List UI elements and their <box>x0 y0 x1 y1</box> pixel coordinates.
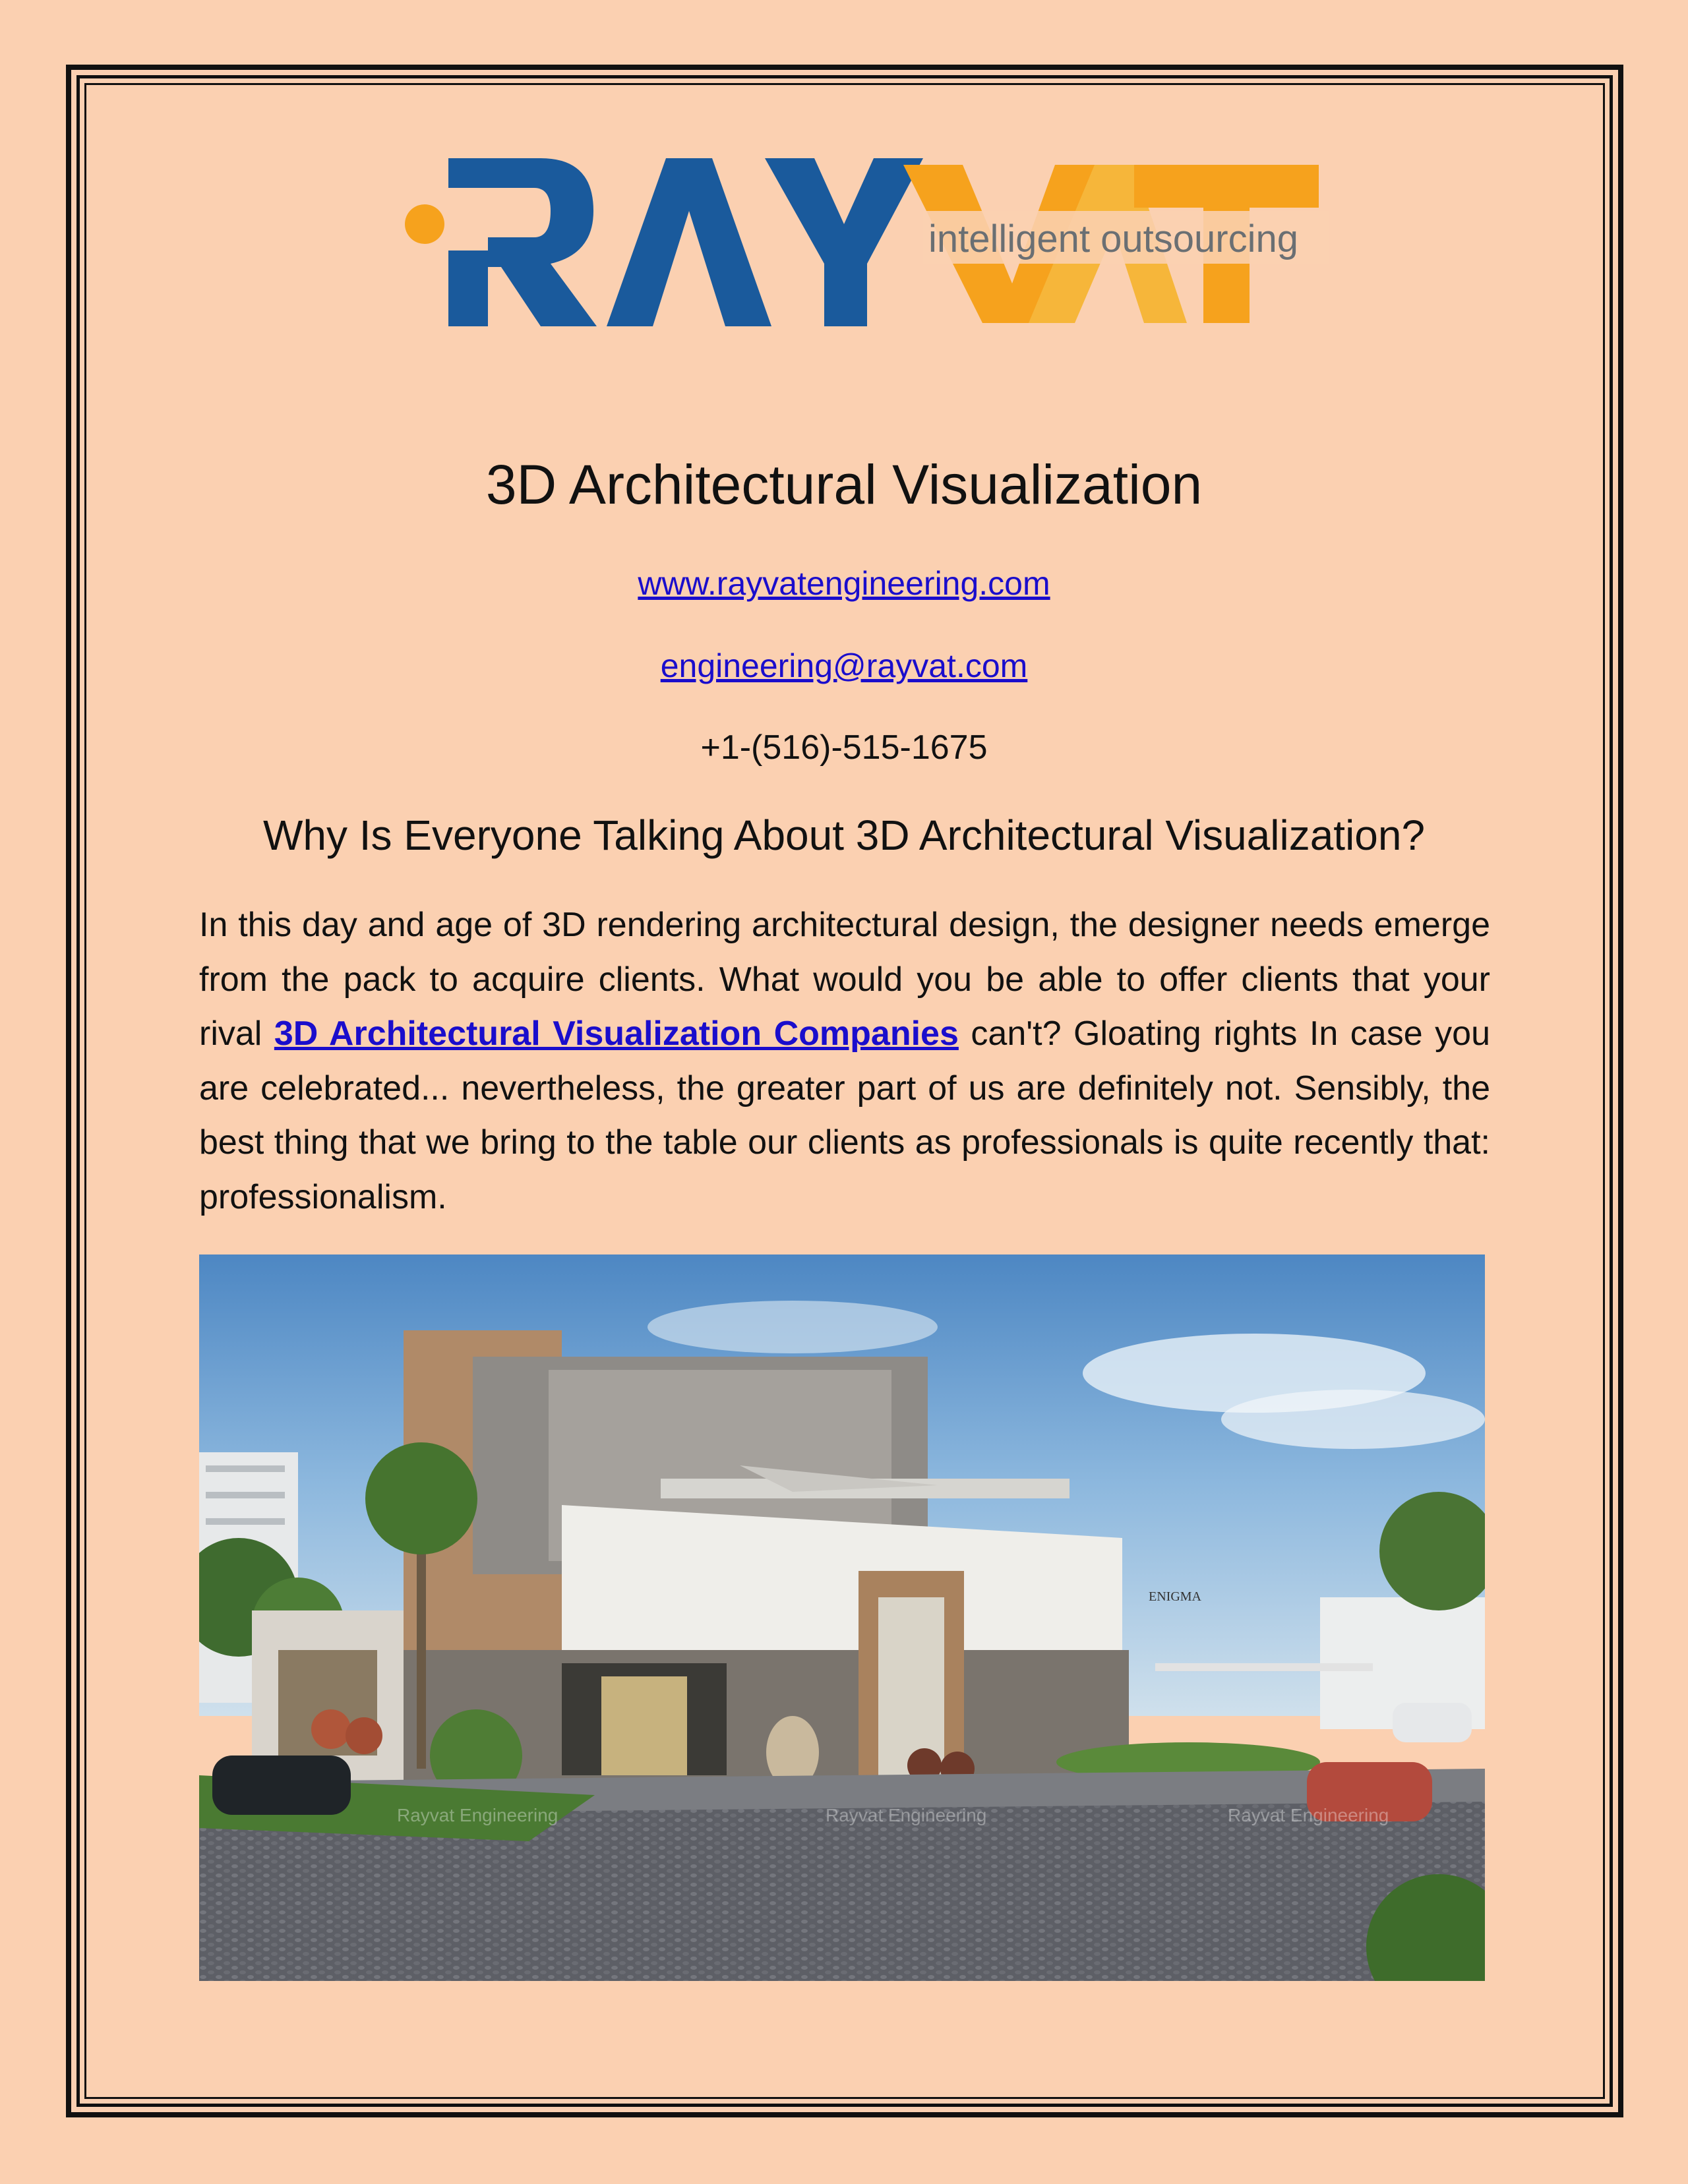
email-link[interactable]: engineering@rayvat.com <box>660 647 1028 684</box>
paragraph-text-start: In this day and age of 3D rendering architectural design, the designer needs emerge from the pack to acquire clients. What would you be able to offer clients that your rival <box>199 906 1490 1053</box>
companies-link[interactable]: 3D Architectural Visualization Companies <box>274 1015 959 1053</box>
email-line <box>0 643 1688 689</box>
logo-letter-a <box>607 158 771 326</box>
logo-letter-y <box>765 158 923 326</box>
document-title: 3D Architectural Visualization <box>485 454 1203 516</box>
paragraph-text-end: can't? Gloating rights In case you are celebrated... nevertheless, the greater part of us are definitely not. Sensibly, the best thing that we bring to the table our clients as professionals is quite recently that: professionalism. <box>199 1015 1490 1216</box>
website-line <box>0 560 1688 606</box>
logo-tagline: intelligent outsourcing <box>928 218 1299 260</box>
body-paragraph <box>199 898 1490 1224</box>
image-watermark-3: Rayvat Engineering <box>1228 1805 1389 1825</box>
website-link[interactable]: www.rayvatengineering.com <box>638 565 1050 602</box>
logo-dot <box>405 204 444 244</box>
phone-number: +1-(516)-515-1675 <box>700 728 988 767</box>
building-sign: ENIGMA <box>1149 1589 1201 1604</box>
image-watermark-2: Rayvat Engineering <box>826 1805 987 1825</box>
rayvat-logo <box>396 145 1332 343</box>
section-heading: Why Is Everyone Talking About 3D Architectural Visualization? <box>262 812 1426 859</box>
building-render-image <box>199 1254 1485 1981</box>
image-watermark: Rayvat Engineering <box>397 1805 558 1825</box>
